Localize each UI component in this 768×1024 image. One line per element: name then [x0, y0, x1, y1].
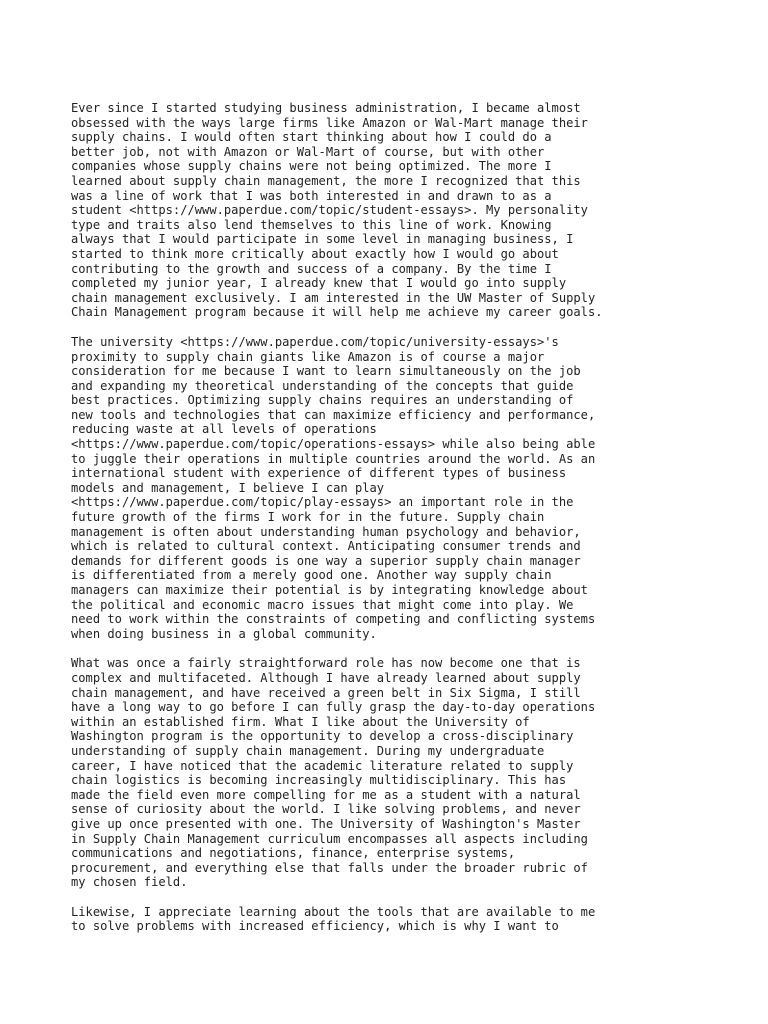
paragraph-2: The university <https://www.paperdue.com/topic/university-essays>'s proximity to supply chain giants like Amazon is of course a major consideration for me because I want to learn simultaneously on the job and expanding my theoretical understanding of the concepts that guide best practices. Optimizing supply chains requires an understanding of new tools and technologies that can maximize efficiency and performance, reducing waste at all levels of operations <https://www.paperdue.com/topic/operations-essays> while also being able to juggle their operations in multiple countries around the world. As an international student with experience of different types of business models and management, I believe I can play <https://www.paperdue.com/topic/play-essays> an important role in the future growth of the firms I work for in the future. Supply chain management is often about understanding human psychology and behavior, which is related to cultural context. Anticipating consumer trends and demands for different goods is one way a superior supply chain manager is differentiated from a merely good one. Another way supply chain managers can maximize their potential is by integrating knowledge about the political and economic macro issues that might come into play. We need to work within the constraints of competing and conflicting systems when doing business in a global community.: [71, 334, 596, 641]
document-page: [71, 101, 711, 949]
paragraph-4: Likewise, I appreciate learning about the tools that are available to me to solve problems with increased efficiency, which is why I want to: [71, 904, 596, 934]
paragraph-3: What was once a fairly straightforward role has now become one that is complex and multifaceted. Although I have already learned about supply chain management, and have received a green belt in Six Sigma, I still have a long way to go before I can fully grasp the day-to-day operations within an established firm. What I like about the University of Washington program is the opportunity to develop a cross-disciplinary understanding of supply chain management. During my undergraduate career, I have noticed that the academic literature related to supply chain logistics is becoming increasingly multidisciplinary. This has made the field even more compelling for me as a student with a natural sense of curiosity about the world. I like solving problems, and never give up once presented with one. The University of Washington's Master in Supply Chain Management curriculum encompasses all aspects including communications and negotiations, finance, enterprise systems, procurement, and everything else that falls under the broader rubric of my chosen field.: [71, 656, 596, 890]
paragraph-1: Ever since I started studying business administration, I became almost obsessed with the ways large firms like Amazon or Wal-Mart manage their supply chains. I would often start thinking about how I could do a better job, not with Amazon or Wal-Mart of course, but with other companies whose supply chains were not being optimized. The more I learned about supply chain management, the more I recognized that this was a line of work that I was both interested in and drawn to as a student <https://www.paperdue.com/topic/student-essays>. My personality type and traits also lend themselves to this line of work. Knowing always that I would participate in some level in managing business, I started to think more critically about exactly how I would go about contributing to the growth and success of a company. By the time I completed my junior year, I already knew that I would go into supply chain management exclusively. I am interested in the UW Master of Supply Chain Management program because it will help me achieve my career goals.: [71, 101, 603, 320]
